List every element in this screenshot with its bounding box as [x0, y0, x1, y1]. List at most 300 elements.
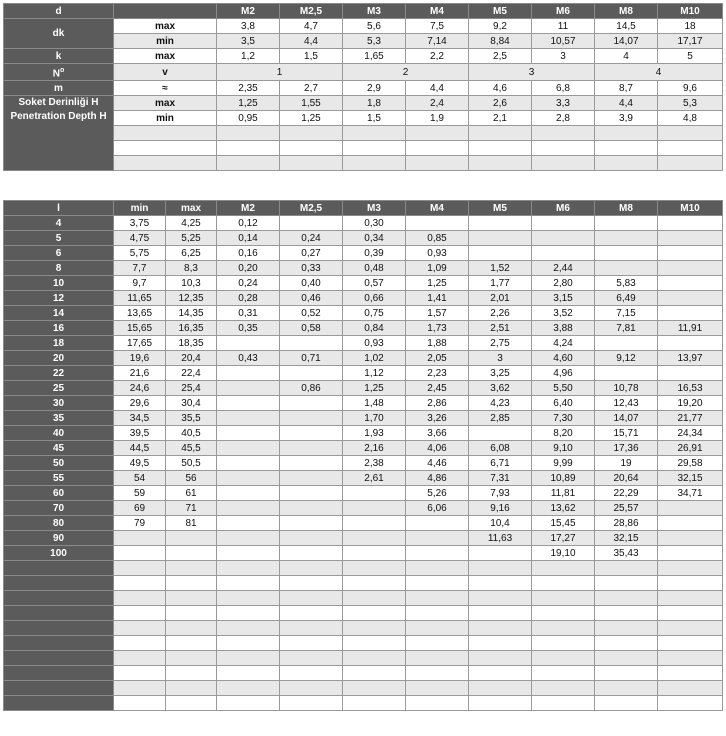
table1-cell: 5	[658, 49, 723, 64]
table1-cell: 2,8	[532, 111, 595, 126]
table2-cell	[406, 576, 469, 591]
table2-cell: 6,49	[595, 291, 658, 306]
table2-cell: 17,36	[595, 441, 658, 456]
table2-cell	[343, 576, 406, 591]
table2-header-row	[4, 201, 723, 216]
table2-row	[4, 696, 723, 711]
table2-row	[4, 351, 723, 366]
table2-cell: 0,66	[343, 291, 406, 306]
table2-cell: 9,10	[532, 441, 595, 456]
table2-cell	[658, 216, 723, 231]
table1-empty-cell	[469, 141, 532, 156]
table2-cell: 11,63	[469, 531, 532, 546]
table1-header-cell: M2	[217, 4, 280, 19]
table2-cell: 0,14	[217, 231, 280, 246]
table2-cell: 0,12	[217, 216, 280, 231]
table1-row	[4, 19, 723, 34]
table2-cell: 0,34	[343, 231, 406, 246]
table2-cell	[532, 681, 595, 696]
table2-cell: 4,24	[532, 336, 595, 351]
table2-cell: 6,40	[532, 396, 595, 411]
table2-cell: 2,16	[343, 441, 406, 456]
table2-header-cell: M4	[406, 201, 469, 216]
table2-header-cell: M2,5	[280, 201, 343, 216]
table2-cell: 1,25	[406, 276, 469, 291]
table2-cell	[217, 696, 280, 711]
table2-cell: 29,6	[114, 396, 166, 411]
table2-row	[4, 456, 723, 471]
table2-cell	[280, 366, 343, 381]
table2-cell: 22,29	[595, 486, 658, 501]
table1-cell: 18	[658, 19, 723, 34]
table2-cell	[658, 501, 723, 516]
table1-cell: 4,6	[469, 81, 532, 96]
table1-cell: 1,25	[280, 111, 343, 126]
table2-cell: 0,35	[217, 321, 280, 336]
table1-empty-cell	[595, 156, 658, 171]
length-label: 10	[4, 276, 114, 291]
table2-cell: 3,88	[532, 321, 595, 336]
length-label	[4, 636, 114, 651]
table2-cell: 1,12	[343, 366, 406, 381]
table2-cell: 1,73	[406, 321, 469, 336]
table2-header-cell: M3	[343, 201, 406, 216]
table2-cell: 1,52	[469, 261, 532, 276]
table2-cell: 0,16	[217, 246, 280, 261]
table2-row	[4, 606, 723, 621]
table2-row	[4, 291, 723, 306]
table2-cell: 0,40	[280, 276, 343, 291]
table2-cell	[280, 336, 343, 351]
table2-cell: 9,7	[114, 276, 166, 291]
table2-cell: 13,97	[658, 351, 723, 366]
table2-cell	[166, 621, 217, 636]
table2-cell	[280, 576, 343, 591]
table2-cell: 0,75	[343, 306, 406, 321]
table2-cell: 2,44	[532, 261, 595, 276]
length-label	[4, 651, 114, 666]
length-label	[4, 576, 114, 591]
table2-cell: 2,80	[532, 276, 595, 291]
table2-cell	[217, 576, 280, 591]
table2-cell: 25,4	[166, 381, 217, 396]
table2-cell: 5,50	[532, 381, 595, 396]
table2-cell: 0,52	[280, 306, 343, 321]
table2-cell	[343, 591, 406, 606]
table1-cell: 5,3	[658, 96, 723, 111]
table2-cell: 15,71	[595, 426, 658, 441]
table2-cell	[343, 561, 406, 576]
table2-cell: 13,62	[532, 501, 595, 516]
table1-cell: 4,4	[406, 81, 469, 96]
table2-cell: 0,20	[217, 261, 280, 276]
table2-cell: 22,4	[166, 366, 217, 381]
table2-cell: 12,35	[166, 291, 217, 306]
table1-empty-cell	[343, 141, 406, 156]
table1-cell: 3	[532, 49, 595, 64]
table2-cell	[595, 606, 658, 621]
table1-cell: 8,84	[469, 34, 532, 49]
table2-cell	[658, 606, 723, 621]
table2-cell	[280, 591, 343, 606]
table2-cell	[532, 216, 595, 231]
table1-cell: 1,25	[217, 96, 280, 111]
table2-cell	[166, 696, 217, 711]
table2-cell: 9,12	[595, 351, 658, 366]
penetration-depth-label-en: Penetration Depth H	[10, 111, 107, 123]
table2-cell	[343, 696, 406, 711]
table2-cell: 16,53	[658, 381, 723, 396]
no-value-cell: 2	[343, 64, 469, 81]
table2-cell	[114, 636, 166, 651]
table2-cell	[658, 336, 723, 351]
table2-row	[4, 621, 723, 636]
table1-cell: 10,57	[532, 34, 595, 49]
table2-cell: 0,28	[217, 291, 280, 306]
table2-cell	[280, 426, 343, 441]
row-sub-label: ≈	[114, 81, 217, 96]
table2-cell: 24,34	[658, 426, 723, 441]
table2-cell	[469, 696, 532, 711]
table2-cell	[469, 606, 532, 621]
table2-cell	[217, 666, 280, 681]
table2-cell	[217, 336, 280, 351]
table2-cell: 30,4	[166, 396, 217, 411]
table2-row	[4, 216, 723, 231]
table2-cell	[469, 546, 532, 561]
table2-cell	[658, 516, 723, 531]
table2-cell	[217, 486, 280, 501]
table2-cell: 32,15	[658, 471, 723, 486]
table2-cell: 9,16	[469, 501, 532, 516]
table2-cell: 3,25	[469, 366, 532, 381]
table2-cell: 19,6	[114, 351, 166, 366]
table2-cell	[217, 651, 280, 666]
table2-cell: 4,46	[406, 456, 469, 471]
no-label-sup: o	[59, 67, 65, 74]
table2-cell	[469, 216, 532, 231]
table2-cell	[469, 681, 532, 696]
table2-cell	[280, 501, 343, 516]
table1-empty-cell	[469, 126, 532, 141]
table2-cell	[469, 636, 532, 651]
table2-cell: 13,65	[114, 306, 166, 321]
table2-cell	[166, 666, 217, 681]
table2-cell	[217, 591, 280, 606]
table2-cell	[114, 576, 166, 591]
table1-cell: 2,5	[469, 49, 532, 64]
table2-cell: 0,93	[343, 336, 406, 351]
table2-row	[4, 531, 723, 546]
table2-cell	[658, 651, 723, 666]
table2-row	[4, 501, 723, 516]
no-value-cell: 4	[595, 64, 723, 81]
table1-cell: 9,6	[658, 81, 723, 96]
table2-cell	[406, 651, 469, 666]
table1-cell: 3,5	[217, 34, 280, 49]
table1-cell: 4,7	[280, 19, 343, 34]
table2-row	[4, 666, 723, 681]
table1-header-cell: M10	[658, 4, 723, 19]
table2-cell	[658, 636, 723, 651]
table2-cell	[658, 666, 723, 681]
table2-cell: 11,81	[532, 486, 595, 501]
length-label	[4, 591, 114, 606]
table2-cell	[166, 591, 217, 606]
row-sub-label: max	[114, 96, 217, 111]
table2-cell: 32,15	[595, 531, 658, 546]
table2-cell: 7,7	[114, 261, 166, 276]
table2-cell	[469, 651, 532, 666]
table2-cell: 69	[114, 501, 166, 516]
table2-header-cell: M6	[532, 201, 595, 216]
table2-cell	[595, 696, 658, 711]
table2-cell	[469, 666, 532, 681]
penetration-depth-label	[4, 96, 114, 171]
table1-cell: 1,65	[343, 49, 406, 64]
table2-cell	[114, 606, 166, 621]
table1-row-no	[4, 64, 723, 81]
table2-cell: 45,5	[166, 441, 217, 456]
table2-cell	[343, 636, 406, 651]
table2-cell	[217, 456, 280, 471]
table1-empty-cell	[280, 126, 343, 141]
table2-cell	[114, 696, 166, 711]
table2-cell	[406, 636, 469, 651]
length-label: 60	[4, 486, 114, 501]
length-label: 4	[4, 216, 114, 231]
table2-cell: 79	[114, 516, 166, 531]
table2-cell	[658, 276, 723, 291]
table2-cell: 21,6	[114, 366, 166, 381]
table2-cell: 16,35	[166, 321, 217, 336]
table2-row	[4, 576, 723, 591]
table2-row	[4, 636, 723, 651]
no-label	[4, 64, 114, 81]
table2-row	[4, 246, 723, 261]
length-label	[4, 561, 114, 576]
table2-cell	[532, 246, 595, 261]
table2-cell	[217, 531, 280, 546]
table2-cell: 14,07	[595, 411, 658, 426]
table2-row	[4, 426, 723, 441]
table2-cell: 0,57	[343, 276, 406, 291]
table2-cell: 5,83	[595, 276, 658, 291]
table2-cell: 0,31	[217, 306, 280, 321]
table2-cell	[532, 651, 595, 666]
table2-cell	[280, 516, 343, 531]
table2-cell: 2,26	[469, 306, 532, 321]
table2-header-cell: M10	[658, 201, 723, 216]
table2-cell	[532, 576, 595, 591]
length-label: 20	[4, 351, 114, 366]
table2-cell	[595, 366, 658, 381]
table1-cell: 3,3	[532, 96, 595, 111]
table2-row	[4, 411, 723, 426]
table1-empty-cell	[595, 126, 658, 141]
table2-cell: 0,85	[406, 231, 469, 246]
table2-cell	[595, 636, 658, 651]
table2-cell: 17,27	[532, 531, 595, 546]
table2-cell	[595, 231, 658, 246]
table2-header-cell: M8	[595, 201, 658, 216]
table2-row	[4, 546, 723, 561]
table2-cell: 26,91	[658, 441, 723, 456]
table2-cell: 71	[166, 501, 217, 516]
table2-cell	[114, 681, 166, 696]
table2-cell: 81	[166, 516, 217, 531]
table2-cell	[343, 681, 406, 696]
table2-cell	[280, 651, 343, 666]
table2-cell: 2,01	[469, 291, 532, 306]
table1-cell: 3,9	[595, 111, 658, 126]
table2-row	[4, 231, 723, 246]
table1-cell: 2,9	[343, 81, 406, 96]
length-label: 25	[4, 381, 114, 396]
table2-cell	[166, 636, 217, 651]
table1-header-cell: M2,5	[280, 4, 343, 19]
table2-cell: 1,41	[406, 291, 469, 306]
table1-row-h	[4, 96, 723, 111]
table2-cell: 10,89	[532, 471, 595, 486]
table2-cell: 7,93	[469, 486, 532, 501]
length-label: 14	[4, 306, 114, 321]
table2-cell	[532, 561, 595, 576]
table1-cell: 14,5	[595, 19, 658, 34]
table2-row	[4, 321, 723, 336]
table2-header-cell: max	[166, 201, 217, 216]
table2-row	[4, 366, 723, 381]
table1-row-m	[4, 81, 723, 96]
table1-empty-cell	[114, 141, 217, 156]
table2-cell: 2,51	[469, 321, 532, 336]
table1-cell: 7,5	[406, 19, 469, 34]
table1-cell: 5,6	[343, 19, 406, 34]
table2-cell	[217, 681, 280, 696]
length-label: 35	[4, 411, 114, 426]
table2-cell	[217, 411, 280, 426]
table1-empty-cell	[406, 126, 469, 141]
table2-cell: 25,57	[595, 501, 658, 516]
table1-cell: 1,5	[343, 111, 406, 126]
length-label: 12	[4, 291, 114, 306]
table2-cell	[658, 576, 723, 591]
table2-cell	[217, 366, 280, 381]
table2-cell	[595, 576, 658, 591]
table2-cell: 4,60	[532, 351, 595, 366]
table2-cell	[406, 606, 469, 621]
table2-header-cell: l	[4, 201, 114, 216]
table2-cell	[532, 231, 595, 246]
table2-cell	[658, 366, 723, 381]
table2-row	[4, 516, 723, 531]
length-label: 50	[4, 456, 114, 471]
table1-empty-cell	[343, 126, 406, 141]
table2-cell	[343, 531, 406, 546]
table2-cell	[280, 456, 343, 471]
table2-cell	[469, 591, 532, 606]
length-weight-table	[3, 200, 723, 711]
table2-cell	[469, 246, 532, 261]
table2-cell	[166, 651, 217, 666]
table2-cell	[658, 681, 723, 696]
table2-cell	[469, 576, 532, 591]
table1-cell: 1,55	[280, 96, 343, 111]
table2-cell	[166, 576, 217, 591]
table2-cell	[406, 531, 469, 546]
table2-header-cell: M5	[469, 201, 532, 216]
table1-empty-cell	[658, 126, 723, 141]
table2-cell: 2,05	[406, 351, 469, 366]
table1-empty-cell	[217, 141, 280, 156]
table1-header-cell: M8	[595, 4, 658, 19]
table2-cell	[658, 561, 723, 576]
table1-header-cell: d	[4, 4, 114, 19]
length-label	[4, 696, 114, 711]
table2-cell	[658, 696, 723, 711]
table2-cell	[658, 591, 723, 606]
table1-row-k	[4, 49, 723, 64]
table1-cell: 4,8	[658, 111, 723, 126]
table2-cell: 10,3	[166, 276, 217, 291]
table1-header-cell: M4	[406, 4, 469, 19]
table2-cell: 6,06	[406, 501, 469, 516]
table2-cell	[532, 591, 595, 606]
length-label: 22	[4, 366, 114, 381]
table2-cell: 4,96	[532, 366, 595, 381]
table2-cell	[217, 606, 280, 621]
table2-cell: 59	[114, 486, 166, 501]
table1-cell: 1,8	[343, 96, 406, 111]
table2-cell: 0,24	[217, 276, 280, 291]
table2-cell: 0,27	[280, 246, 343, 261]
table2-cell	[595, 216, 658, 231]
table2-cell: 3,75	[114, 216, 166, 231]
table1-cell: 2,6	[469, 96, 532, 111]
table2-cell	[343, 651, 406, 666]
table1-cell: 2,1	[469, 111, 532, 126]
table2-cell: 18,35	[166, 336, 217, 351]
table1-empty-cell	[280, 156, 343, 171]
table2-cell	[406, 546, 469, 561]
table2-cell	[406, 621, 469, 636]
table1-empty-cell	[114, 156, 217, 171]
table2-cell	[343, 666, 406, 681]
table1-cell: 2,7	[280, 81, 343, 96]
table1-header-cell: M5	[469, 4, 532, 19]
table2-cell	[532, 621, 595, 636]
table2-cell	[280, 486, 343, 501]
row-sub-label: max	[114, 49, 217, 64]
table1-cell: 4,4	[595, 96, 658, 111]
table2-cell	[406, 666, 469, 681]
table2-cell	[658, 306, 723, 321]
table2-cell: 7,81	[595, 321, 658, 336]
table2-cell: 4,86	[406, 471, 469, 486]
table2-cell: 1,48	[343, 396, 406, 411]
table2-cell: 2,86	[406, 396, 469, 411]
table2-cell: 1,88	[406, 336, 469, 351]
table2-cell: 3,26	[406, 411, 469, 426]
table2-row	[4, 486, 723, 501]
table2-cell: 0,39	[343, 246, 406, 261]
table2-cell: 50,5	[166, 456, 217, 471]
table2-cell: 6,71	[469, 456, 532, 471]
dimensions-table	[3, 3, 723, 171]
table2-cell: 0,24	[280, 231, 343, 246]
table1-empty-cell	[343, 156, 406, 171]
table1-cell: 4	[595, 49, 658, 64]
